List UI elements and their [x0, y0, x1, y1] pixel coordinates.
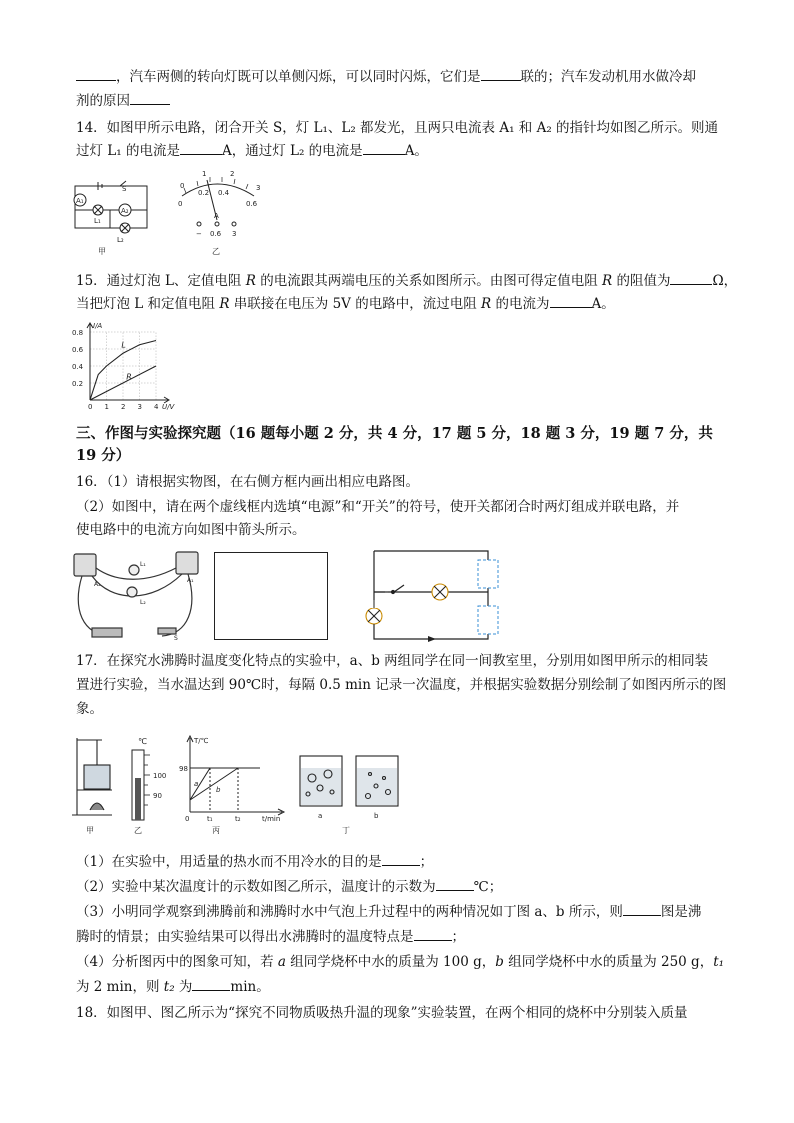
x-tick-label: 1: [104, 403, 109, 411]
answer-blank[interactable]: [670, 270, 712, 285]
q16-parallel-circuit: [360, 548, 500, 643]
label-a1: A₁: [187, 577, 194, 584]
graph-ylabel: T/℃: [194, 737, 209, 745]
q13-line2: 剂的原因: [76, 90, 170, 111]
graph-zero: 0: [185, 815, 190, 823]
thermometer: [132, 750, 150, 820]
answer-blank[interactable]: [481, 66, 521, 81]
section-3-heading-1: 三、作图与实验探究题（16 题每小题 2 分，共 4 分，17 题 5 分，18 题 3 分，19 题 7 分，共: [76, 425, 713, 442]
answer-blank[interactable]: [623, 901, 661, 916]
terminal-3: 3: [232, 230, 237, 238]
q16-part2-line2: 使电路中的电流方向如图中箭头所示。: [76, 522, 306, 538]
fig-label: 丙: [212, 826, 220, 835]
series-line-L: [90, 341, 156, 401]
q17-sub2: （2）实验中某次温度计的示数如图乙所示，温度计的示数为 ℃；: [76, 876, 502, 897]
q15-line1: 15．通过灯泡 L、定值电阻 R 的电流跟其两端电压的关系如图所示。由图可得定值电阻 R 的阻值为 Ω，: [76, 270, 737, 291]
label-l2: L₂: [140, 599, 146, 606]
y-axis-label: I/A: [93, 322, 103, 330]
answer-blank[interactable]: [180, 140, 222, 155]
label-l2: L₂: [117, 236, 124, 244]
beaker-a-label: a: [318, 812, 323, 820]
q15-line2: 当把灯泡 L 和定值电阻 R 串联接在电压为 5V 的电路中，流过电阻 R 的电流为 A。: [76, 293, 615, 314]
section-3-heading-2: 19 分）: [76, 447, 131, 464]
answer-blank[interactable]: [382, 851, 420, 866]
scale-top-2: 2: [230, 170, 235, 178]
q17-line2: 置进行实验，当水温达到 90℃时，每隔 0.5 min 记录一次温度，并根据实验数据分别绘制了如图丙所示的图: [76, 677, 727, 693]
y-tick-label: 0.2: [72, 380, 84, 388]
graph-t1: t₁: [207, 815, 213, 823]
scale-bottom-2: 0.4: [218, 189, 230, 197]
terminal-neg: −: [196, 230, 202, 238]
fig-label: 乙: [134, 826, 142, 835]
answer-blank[interactable]: [192, 976, 230, 991]
label-l1: L₁: [140, 561, 146, 568]
y-tick-label: 0.4: [72, 363, 84, 371]
series-label-R: R: [126, 372, 132, 382]
series-label-L: L: [121, 340, 126, 350]
terminal-06: 0.6: [210, 230, 222, 238]
q16-part2-line1: （2）如图中，请在两个虚线框内选填“电源”和“开关”的符号，使开关都闭合时两灯组成并联电路，并: [76, 499, 680, 515]
iu-chart: [72, 322, 182, 414]
q17-sub4-line2: 为 2 min，则 t₂ 为 min。: [76, 976, 270, 997]
x-axis-label: U/V: [162, 403, 175, 411]
graph-xlabel: t/min: [262, 815, 281, 823]
q17-sub4-line1: （4）分析图丙中的图象可知，若 a 组同学烧杯中水的质量为 100 g，b 组同学烧杯中水的质量为 250 g，t₁: [76, 954, 725, 970]
meter-unit: A: [214, 212, 219, 220]
q17-sub3-line2: 腾时的情景；由实验结果可以得出水沸腾时的温度特点是 ；: [76, 926, 465, 947]
q16-physical-circuit: [72, 548, 202, 643]
label-s: S: [122, 185, 127, 193]
beakers: [300, 756, 398, 806]
q14-line1: 14．如图甲所示电路，闭合开关 S，灯 L₁、L₂ 都发光，且两只电流表 A₁ 和 A₂ 的指针均如图乙所示。则通: [76, 120, 719, 136]
x-tick-label: 3: [137, 403, 142, 411]
q17-sub1: （1）在实验中，用适量的热水而不用冷水的目的是 ；: [76, 851, 433, 872]
scale-top-1: 1: [202, 170, 207, 178]
label-a1: A₁: [76, 197, 84, 205]
q14-ammeter-figure: [172, 168, 267, 260]
label-l1: L₁: [94, 217, 101, 225]
line-b-label: b: [216, 786, 221, 794]
answer-blank[interactable]: [363, 140, 405, 155]
x-tick-label: 2: [121, 403, 126, 411]
thermo-tick-100: 100: [153, 772, 167, 780]
beaker-b-label: b: [374, 812, 379, 820]
fig-label: 丁: [342, 826, 350, 835]
q16-part1: 16．（1）请根据实物图，在右侧方框内画出相应电路图。: [76, 474, 420, 490]
heating-apparatus: [72, 738, 112, 815]
temp-time-graph: [187, 736, 284, 815]
q14-line2: 过灯 L₁ 的电流是 A，通过灯 L₂ 的电流是 A。: [76, 140, 428, 161]
answer-blank[interactable]: [76, 66, 116, 81]
scale-top-0: 0: [180, 182, 185, 190]
label-a2: A₂: [94, 581, 101, 588]
q18-line1: 18．如图甲、图乙所示为“探究不同物质吸热升温的现象”实验装置，在两个相同的烧杯中分别装入质量: [76, 1005, 688, 1021]
scale-bottom-1: 0.2: [198, 189, 210, 197]
thermo-tick-90: 90: [153, 792, 162, 800]
label-a2: A₂: [121, 207, 129, 215]
circuit-drawing-box[interactable]: [214, 552, 328, 640]
line-a-label: a: [194, 780, 199, 788]
graph-98: 98: [179, 765, 188, 773]
q13-line1: ，汽车两侧的转向灯既可以单侧闪烁，可以同时闪烁，它们是 联的；汽车发动机用水做冷却: [76, 66, 696, 87]
label-s: S: [174, 635, 178, 642]
fig-label: 乙: [212, 247, 220, 256]
x-tick-label: 0: [88, 403, 93, 411]
fig-label: 甲: [98, 247, 106, 256]
y-tick-label: 0.8: [72, 329, 84, 337]
q17-line3: 象。: [76, 701, 103, 717]
x-tick-label: 4: [154, 403, 159, 411]
q17-line1: 17．在探究水沸腾时温度变化特点的实验中，a、b 两组同学在同一间教室里，分别用如图甲所示的相同装: [76, 653, 709, 669]
graph-t2: t₂: [235, 815, 241, 823]
fig-label: 甲: [86, 826, 94, 835]
y-tick-label: 0.6: [72, 346, 84, 354]
q14-circuit-figure: [70, 178, 160, 258]
q17-sub3-line1: （3）小明同学观察到沸腾前和沸腾时水中气泡上升过程中的两种情况如丁图 a、b 所示，则 图是沸: [76, 901, 701, 922]
scale-bottom-0: 0: [178, 200, 183, 208]
scale-bottom-3: 0.6: [246, 200, 258, 208]
answer-blank[interactable]: [550, 293, 592, 308]
answer-blank[interactable]: [436, 876, 474, 891]
answer-blank[interactable]: [130, 90, 170, 105]
scale-top-3: 3: [256, 184, 261, 192]
q17-figures: [72, 730, 422, 838]
answer-blank[interactable]: [414, 926, 452, 941]
thermo-unit: ℃: [138, 737, 147, 746]
